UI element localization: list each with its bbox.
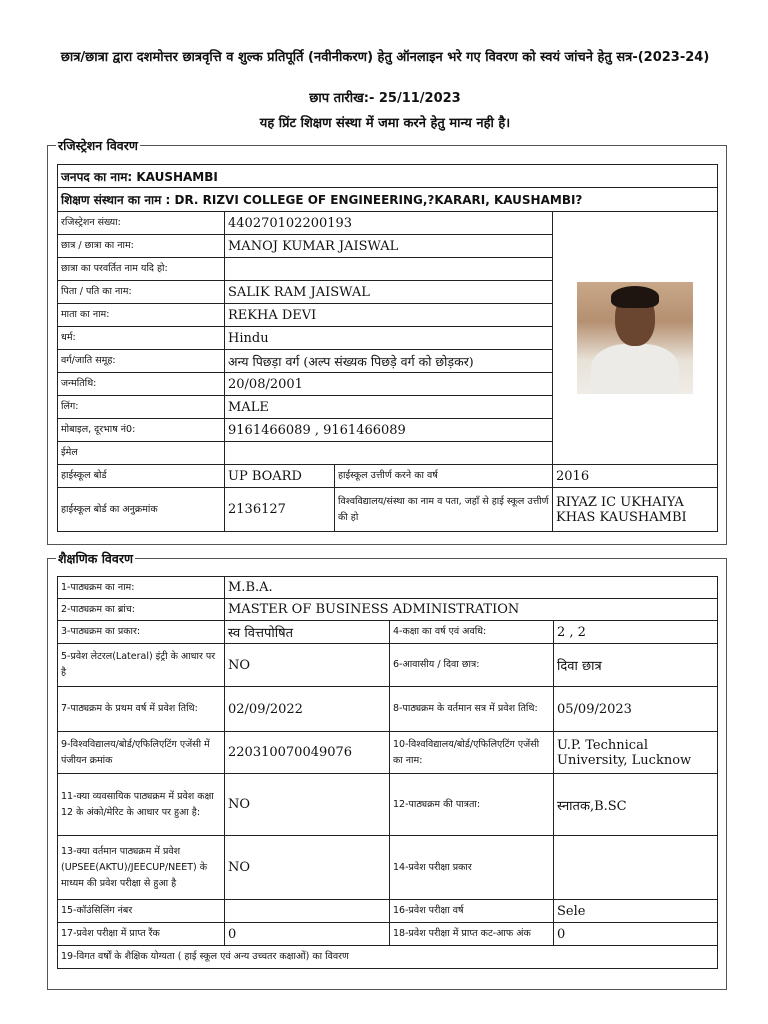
field-label: 4-कक्षा का वर्ष एवं अवधि: [390, 621, 554, 644]
photo-cell [553, 212, 718, 465]
gender: MALE [225, 396, 553, 419]
hs-year: 2016 [553, 465, 718, 488]
field-label: रजिस्ट्रेशन संख्या: [58, 212, 225, 235]
father-name: SALIK RAM JAISWAL [225, 281, 553, 304]
course-branch: MASTER OF BUSINESS ADMINISTRATION [225, 599, 718, 621]
field-label: 5-प्रवेश लेटरल(Lateral) इंट्री के आधार पर है [58, 644, 225, 687]
field-label: 6-आवासीय / दिवा छात्र: [390, 644, 554, 687]
hs-roll-label: हाईस्कूल बोर्ड का अनुक्रमांक [58, 488, 225, 532]
academic-table [57, 576, 718, 969]
field-label: छात्रा का परवर्तित नाम यदि हो: [58, 258, 225, 281]
date-of-birth: 20/08/2001 [225, 373, 553, 396]
field-value: स्नातक,B.SC [554, 774, 718, 836]
table-row [58, 900, 718, 923]
field-label: छात्र / छात्रा का नाम: [58, 235, 225, 258]
table-row [58, 836, 718, 900]
field-label: पिता / पति का नाम: [58, 281, 225, 304]
hs-school-label: विश्वविद्यालय/संस्था का नाम व पता, जहाँ से हाई स्कूल उत्तीर्ण की हो [335, 488, 553, 532]
field-label: 8-पाठ्यक्रम के वर्तमान सत्र में प्रवेश तिथि: [390, 687, 554, 732]
course-name: M.B.A. [225, 577, 718, 599]
field-label: माता का नाम: [58, 304, 225, 327]
field-label: वर्ग/जाति समूह: [58, 350, 225, 373]
field-label: 16-प्रवेश परीक्षा वर्ष [390, 900, 554, 923]
validity-note: यह प्रिंट शिक्षण संस्था में जमा करने हेतु मान्य नही है। [259, 116, 511, 131]
academic-legend: शैक्षणिक विवरण [58, 551, 133, 566]
education-history-label: 19-विगत वर्षों के शैक्षिक योग्यता ( हाई स्कूल एवं अन्य उच्चतर कक्षाओं) का विवरण [58, 946, 718, 969]
table-row [58, 732, 718, 774]
field-label: 17-प्रवेश परीक्षा में प्राप्त रैंक [58, 923, 225, 946]
hs-roll-number: 2136127 [225, 488, 335, 532]
field-label: ईमेल [58, 442, 225, 465]
religion: Hindu [225, 327, 553, 350]
hs-board: UP BOARD [225, 465, 335, 488]
field-value: 0 [554, 923, 718, 946]
field-value: 2 , 2 [554, 621, 718, 644]
field-value: Sele [554, 900, 718, 923]
field-label: मोबाइल, दूरभाष नं0: [58, 419, 225, 442]
table-row [58, 687, 718, 732]
table-row [58, 923, 718, 946]
changed-name [225, 258, 553, 281]
field-value [225, 900, 390, 923]
table-row [58, 946, 718, 969]
field-label: 12-पाठ्यक्रम की पात्रता: [390, 774, 554, 836]
field-value: 0 [225, 923, 390, 946]
page-title: छात्र/छात्रा द्वारा दशमोत्तर छात्रवृत्ति व शुल्क प्रतिपूर्ति (नवीनीकरण) हेतु ऑनलाइन भरे गए विवरण को स्वयं जांचने हेतु सत्र-(2023-24) [60, 50, 710, 65]
caste-category: अन्य पिछड़ा वर्ग (अल्प संख्यक पिछड़े वर्ग को छोड़कर) [225, 350, 553, 373]
table-row [58, 577, 718, 599]
institute-name: शिक्षण संस्थान का नाम : DR. RIZVI COLLEGE OF ENGINEERING,?KARARI, KAUSHAMBI? [58, 188, 718, 212]
hs-board-label: हाईस्कूल बोर्ड [58, 465, 225, 488]
table-row [58, 621, 718, 644]
field-value: 02/09/2022 [225, 687, 390, 732]
field-label: 14-प्रवेश परीक्षा प्रकार [390, 836, 554, 900]
registration-table [57, 164, 718, 532]
mobile-number: 9161466089 , 9161466089 [225, 419, 553, 442]
table-row [58, 488, 718, 532]
student-name: MANOJ KUMAR JAISWAL [225, 235, 553, 258]
field-label: 18-प्रवेश परीक्षा में प्राप्त कट-आफ अंक [390, 923, 554, 946]
field-label: 11-क्या व्यवसायिक पाठ्यक्रम में प्रवेश कक्षा 12 के अंको/मेरिट के आधार पर हुआ है: [58, 774, 225, 836]
student-photo [577, 282, 693, 394]
print-date: छाप तारीख:- 25/11/2023 [309, 91, 461, 106]
hs-school: RIYAZ IC UKHAIYA KHAS KAUSHAMBI [553, 488, 718, 532]
field-label: 13-क्या वर्तमान पाठ्यक्रम में प्रवेश (UPSEE(AKTU)/JEECUP/NEET) के माध्यम की प्रवेश परीक्षा से हुआ है [58, 836, 225, 900]
email [225, 442, 553, 465]
field-value: NO [225, 774, 390, 836]
field-value: दिवा छात्र [554, 644, 718, 687]
field-label: धर्म: [58, 327, 225, 350]
field-value: 220310070049076 [225, 732, 390, 774]
field-label: 3-पाठ्यक्रम का प्रकार: [58, 621, 225, 644]
table-row [58, 774, 718, 836]
table-row [58, 644, 718, 687]
field-label: 10-विश्वविद्यालय/बोर्ड/एफिलिएटिंग एजेंसी का नाम: [390, 732, 554, 774]
registration-number: 440270102200193 [225, 212, 553, 235]
field-value: NO [225, 644, 390, 687]
field-label: 7-पाठ्यक्रम के प्रथम वर्ष में प्रवेश तिथि: [58, 687, 225, 732]
field-value: स्व वित्तपोषित [225, 621, 390, 644]
field-label: 15-कॉउंसिलिंग नंबर [58, 900, 225, 923]
field-label: लिंग: [58, 396, 225, 419]
table-row [58, 465, 718, 488]
field-value [554, 836, 718, 900]
table-row [58, 599, 718, 621]
field-label: जन्मतिथि: [58, 373, 225, 396]
field-value: 05/09/2023 [554, 687, 718, 732]
district-name: जनपद का नाम: KAUSHAMBI [58, 165, 718, 188]
field-value: NO [225, 836, 390, 900]
mother-name: REKHA DEVI [225, 304, 553, 327]
table-row [58, 212, 718, 235]
course-name-label: 1-पाठ्यक्रम का नाम: [58, 577, 225, 599]
hs-year-label: हाईस्कूल उत्तीर्ण करने का वर्ष [335, 465, 553, 488]
field-label: 9-विश्वविद्यालय/बोर्ड/एफिलिएटिंग एजेंसी में पंजीयन क्रमांक [58, 732, 225, 774]
field-value: U.P. Technical University, Lucknow [554, 732, 718, 774]
registration-legend: रजिस्ट्रेशन विवरण [58, 138, 138, 153]
branch-label: 2-पाठ्यक्रम का ब्रांच: [58, 599, 225, 621]
